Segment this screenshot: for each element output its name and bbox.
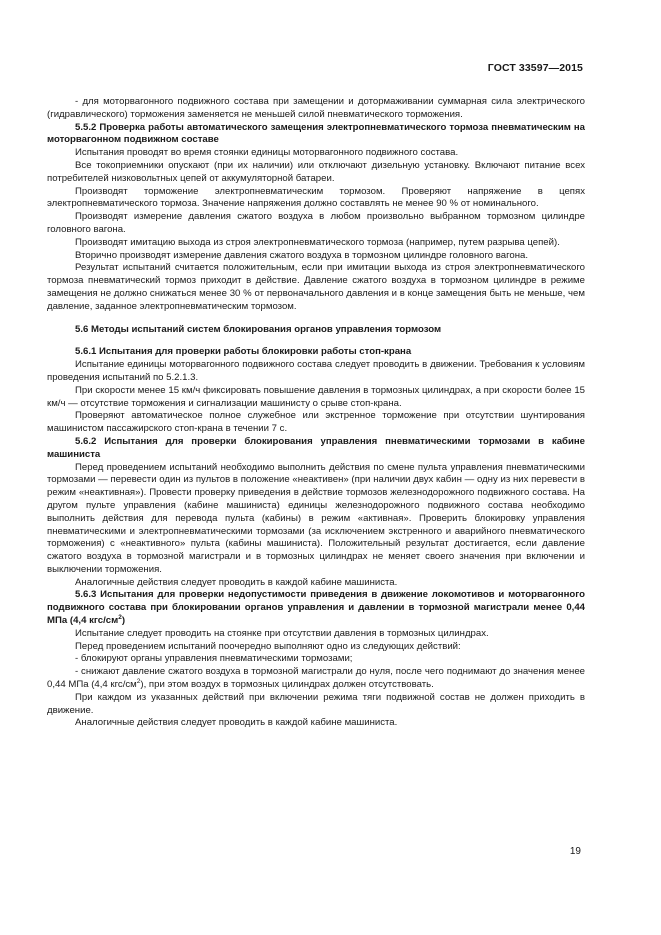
superscript: 2 (118, 614, 122, 622)
paragraph: Производят измерение давления сжатого воздуха в любом произвольно выбранном тормозном цилиндре головного вагона. (47, 211, 585, 235)
section-heading-5-6-2: 5.6.2 Испытания для проверки блокирования управления пневматическими тормозами в кабине машиниста (47, 435, 585, 460)
superscript: 2 (136, 678, 141, 686)
heading-text: 5.6.3 Испытания для проверки недопустимости приведения в движение локомотивов и моторвагонного подвижного состава при блокировании органов управления и давлении в тормозной магистрали менее 0,44 МПа (4,4 кгс/см (47, 589, 585, 627)
paragraph: Испытание следует проводить на стоянке при отсутствии давления в тормозных цилиндрах. (75, 627, 489, 639)
paragraph: При каждом из указанных действий при включении режима тяги подвижной состав не должен приходить в движение. (47, 691, 585, 716)
paragraph: При скорости менее 15 км/ч фиксировать повышение давления в тормозных цилиндрах, а при скорости более 15 км/ч — отсутствие торможения и сигнализации машинисту о срыве стоп-крана. (47, 384, 585, 409)
paragraph: Испытание единицы моторвагонного подвижного состава следует проводить в движении. Требования к условиям проведения испытаний по 5.2.1.3. (47, 359, 585, 383)
paragraph: Вторично производят измерение давления сжатого воздуха в тормозном цилиндре головного вагона. (75, 249, 529, 261)
paragraph: Все токоприемники опускают (при их наличии) или отключают дизельную установку. Включают питание всех потребителей низковольтных цепей от аккумуляторной батареи. (47, 159, 585, 184)
list-item: - блокируют органы управления пневматическими тормозами; (75, 653, 353, 665)
document-body (47, 96, 585, 730)
paragraph: Производят торможение электропневматическим тормозом. Проверяют напряжение в цепях электропневматического тормоза. Значение напряжения должно составлять не менее 90 % от номинального. (47, 185, 585, 210)
paragraph: Перед проведением испытаний необходимо выполнить действия по смене пульта управления пневматическими тормозами — перевести один из пультов в положение «неактивен» (при наличии двух кабин — одну из них перевести в режим «неактивная»). Провести проверку приведения в действие тормозов железнодорожного подвижного состава. На другом пульте управления (кабине машиниста) единицы железнодорожного подвижного состава необходимо выполнить действия для перевода пульта (кабины) в режим «активная». Проверить блокировку управления пневматическими и электропневматическими тормозами (за исключением экстренного и аварийного пневматического торможения) с «неактивного» пульта (кабины машиниста). Положительный результат достигается, если давление сжатого воздуха в тормозной магистрали и в тормозных цилиндрах не меняет своего значения при включении и выключении торможения. (47, 461, 585, 575)
paragraph: - для моторвагонного подвижного состава при замещении и дотормаживании суммарная сила электрического (гидравлического) торможения заменяется не меньшей силой пневматического торможения. (47, 96, 585, 120)
section-heading-5-6-3 (47, 589, 585, 627)
paragraph: Производят имитацию выхода из строя электропневматического тормоза (например, путем разрыва цепей). (75, 236, 560, 248)
standard-code-header: ГОСТ 33597—2015 (487, 62, 583, 74)
paragraph: Перед проведением испытаний поочередно выполняют одно из следующих действий: (75, 640, 461, 652)
page-number: 19 (569, 846, 581, 857)
list-item (47, 666, 585, 692)
section-heading-5-5-2: 5.5.2 Проверка работы автоматического замещения электропневматического тормоза пневматическим на моторвагонном подвижном составе (47, 121, 585, 146)
section-heading-5-6: 5.6 Методы испытаний систем блокирования органов управления тормозом (75, 323, 442, 335)
paragraph: Аналогичные действия следует проводить в каждой кабине машиниста. (75, 576, 398, 588)
paragraph: Аналогичные действия следует проводить в каждой кабине машиниста. (75, 717, 398, 729)
paragraph: Результат испытаний считается положительным, если при имитации выхода из строя электропневматического тормоза пневматический тормоз приходит в действие. Давление сжатого воздуха в тормозном цилиндре в режиме замещения не должно снижаться менее 30 % от первоначального давления и в конце замещения быть не меньше, чем давление, заданное электропневматическим тормозом. (47, 262, 585, 312)
section-heading-5-6-1: 5.6.1 Испытания для проверки работы блокировки работы стоп-крана (75, 346, 412, 358)
heading-tail: ) (121, 615, 126, 627)
list-item-text: - снижают давление сжатого воздуха в тормозной магистрали до нуля, после чего поднимают до значения менее 0,44 МПа (4,4 кгс/см (47, 666, 585, 691)
paragraph: Проверяют автоматическое полное служебное или экстренное торможение при отсутствии шунтирования машинистом пассажирского стоп-крана в течении 7 с. (47, 410, 585, 435)
list-item-tail: ), при этом воздух в тормозных цилиндрах должен отсутствовать. (140, 679, 434, 691)
paragraph: Испытания проводят во время стоянки единицы моторвагонного подвижного состава. (75, 147, 459, 159)
